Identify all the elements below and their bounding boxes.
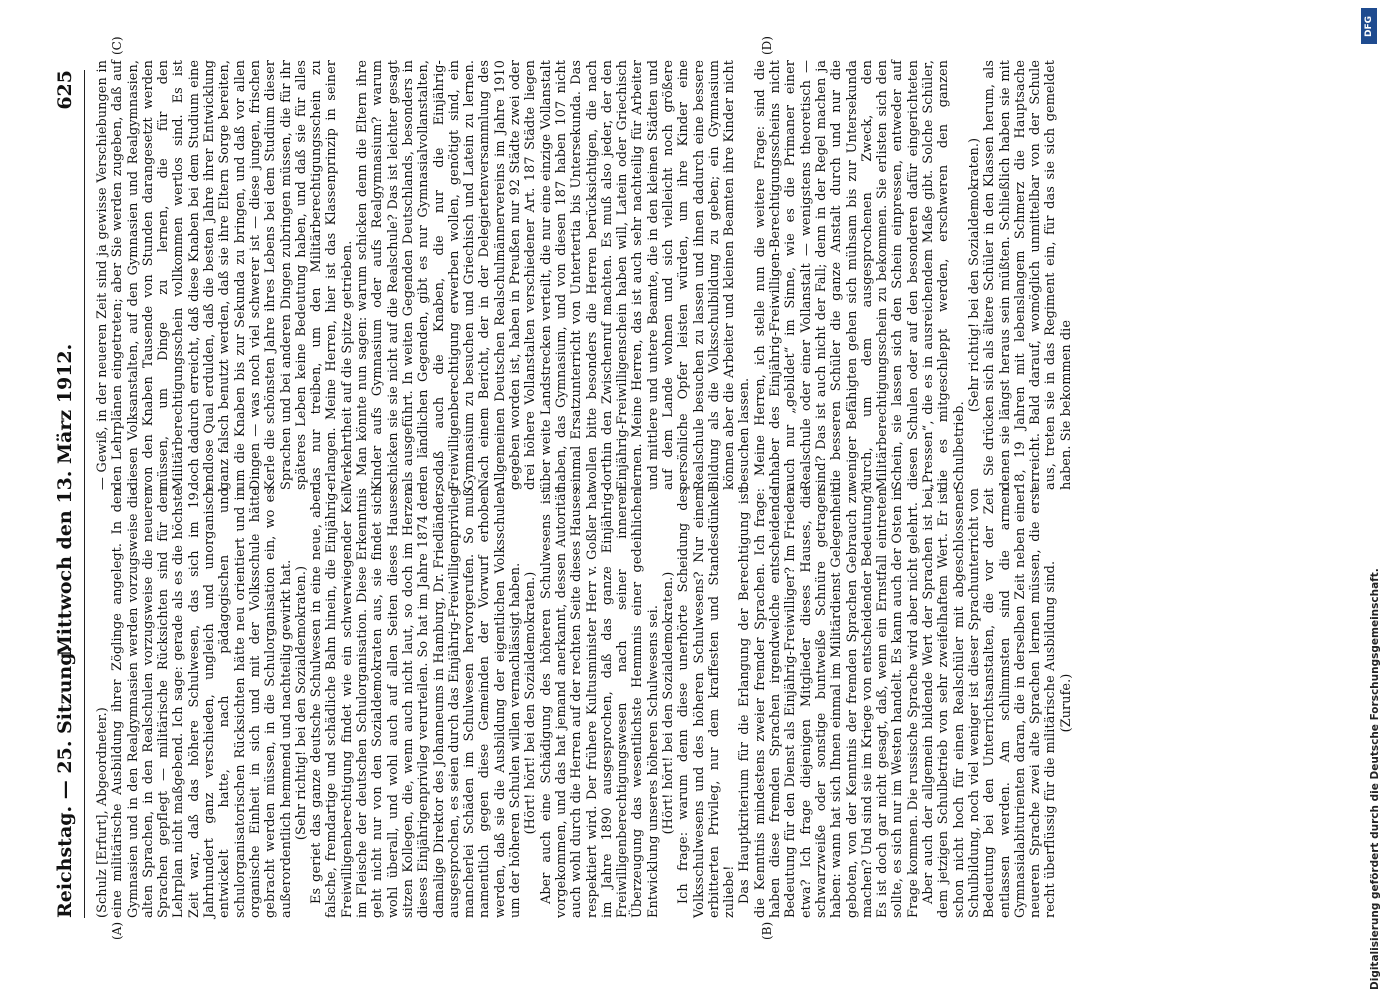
paragraph: Es geriet das ganze deutsche Schulwesen in eine neue, aber falsche, fremdartige und schädliche Bahn hinein, die Einjährig-Freiwilligenberechtigung findet wie ein schwerwiegender Keil im Fleische der deutschen Schulorganisation. Diese Erkenntnis geht nicht nur von den Sozialdemokraten aus, sie findet sich wohl überall, und wohl auch auf allen Seiten dieses Hauses sitzen Kollegen, die, wenn auch nicht laut, so doch im Herzen dieses Einjährigenprivileg verurteilen. So hat im Jahre 1874 der damalige Direktor des Johanneums in Hamburg, Dr. Friedländer, ausgesprochen, es seien durch das Einjährig-Freiwilligenprivileg mancherlei Schäden im Schulwesen hervorgerufen. So muß namentlich gegen diese Gemeinden der Vorwurf erhoben werden, daß sie die Ausbildung der eigentlichen Volksschulen um der höheren Schulen willen vernachlässigt haben. [309,488,524,918]
interjection: (Zurufe.) [1058,673,1074,733]
right-column [95,60,1074,490]
header-rule [84,70,85,918]
speaker-line: (Schulz [Erfurt], Abgeordneter.) [95,707,110,918]
interjection: (Sehr richtig! bei den Sozialdemokraten.) [966,137,982,413]
paragraph: Meine Herren, ich stelle nun die weitere Frage: sind die Inhaber des Einjährig-Freiwilligen-Berechtigungsscheins nicht auch nur „gebildet“ im Sinne, wie es die Primaner einer Realschule oder einer Vollanstalt — wenigstens theoretisch — sind? Das ist auch nicht der Fall; denn in der Regel machen ja die besseren Schüler die ganze Anstalt durch und nur die weniger Befähigten gehen sich mühsam bis zur Untersekunda durch, um dem ausgesprochenen Zweck, den Militärberechtigungsschein zu bekommen. Sie erlisten sich den Schein, sie lassen sich den Schein einpressen, entweder auf diesen Schulen oder auf den besonderen dafür eingerichteten „Pressen“, die es in ausreichendem Maße gibt. Solche Schüler, die es mitgeschleppt werden, erschweren den ganzen Schulbetrieb. [752,60,967,490]
paragraph: Sie drücken sich als ältere Schüler in den Klassen herum, als denen sie längst heraus sein müßten. Schließlich haben sie mit 18, 19 Jahren mit lebenslangem Schmerz die Hauptsache erreicht. Bald darauf, womöglich unmittelbar von der Schule aus, treten sie in das Regiment ein, für das sie sich gemeldet haben. Sie bekommen die [982,60,1074,490]
header-left: Reichstag. — 25. Sitzung. [54,645,76,918]
interjection: (Sehr richtig! bei den Sozialdemokraten.) [293,565,309,841]
paragraph: Man könnte nun sagen: warum schicken denn die Eltern ihre Kinder aufs Gymnasium oder aufs Realgymnasium? warum schicken sie sie nicht auf die Realschule? Das ist leichter gesagt als ausgeführt. In weiten Gegenden Deutschlands, besonders in den ländlichen Gegenden, gibt es nur Gymnasialvollanstalten, sodaß auch die Knaben, die nur die Einjährig-Freiwilligenberechtigung erwerben wollen, genötigt sind, ein Gymnasium zu besuchen und Griechisch und Latein zu lernen. Nach einem Bericht, der in der Delegiertenversammlung des Allgemeinen Deutschen Realschulmännervereins im Jahre 1910 gegeben worden ist, haben in Preußen nur 92 Städte zwei oder drei höhere Vollanstalten verschiedener Art. 187 Städte liegen über weite Landstrecken verteilt, die nur eine einzige Vollanstalt haben, das Gymnasium, und von diesen 187 haben 107 nicht einmal Ersatzunterricht von Untertertia bis Untersekunda. Das wollen bitte besonders die Herren berücksichtigen, die nach dorthin den Zwischenruf machten. Es muß also jeder, der den Einjährig-Freiwilligenschein haben will, Latein oder Griechisch lernen. Meine Herren, das ist auch sehr nachteilig für Arbeiter und mittlere und untere Beamte, die in den kleinen Städten und auf dem Lande wohnen und sich vielleicht noch größere persönliche Opfer leisten würden, um ihre Kinder eine Realschule besuchen zu lassen und ihnen dadurch eine bessere Bildung als die Volksschulbildung zu geben; ein Gymnasium können aber die Arbeiter und kleinen Beamten ihre Kinder nicht besuchen lassen. [355,60,753,490]
paragraph: eine militärische Ausbildung ihrer Zöglinge angelegt. In den Gymnasien und in den Realgymnasien werden vorzugsweise die alten Sprachen, in den Realschulen vorzugsweise die neueren Sprachen gepflegt — militärische Rücksichten sind für den Lehrplan nicht maßgebend. Ich sage: gerade als es die höchste Zeit war, daß das höhere Schulwesen, das sich im 19. Jahrhundert ganz verschieden, ungleich und unorganisch entwickelt hatte, nach pädagogischen und schulorganisatorischen Rücksichten hätte neu orientiert und in organische Einheit in sich und mit der Volksschule hätte gebracht werden müssen, in die Schulorganisation ein, wo es außerordentlich hemmend und nachteilig gewirkt hat. [110,488,294,918]
margin-marker-d: (D) [760,36,774,55]
footer-text: Digitalisierung gefördert durch die Deutsche Forschungsgemeinschaft. [1369,568,1381,990]
paragraph: Das Hauptkriterium für die Erlangung der Berechtigung ist die Kenntnis mindestens zweier fremder Sprachen. Ich frage: haben diese fremden Sprachen irgendwelche entscheidende Bedeutung für den Dienst als Einjährig-Freiwilliger? Im Frieden etwa? Ich frage diejenigen Mitglieder dieses Hauses, die schwarzweiße oder sonstige buntweiße Schnüre getragen haben: wann hat sich Ihnen einmal im Militärdienst Gelegenheit geboten, von der Kenntnis der fremden Sprachen Gebrauch zu machen? Und sind sie im Kriege von entscheidender Bedeutung? Es ist doch gar nicht gesagt, daß, wenn ein Ernstfall eintreten sollte, es sich nur im Westen handelt. Es kann auch der Osten in Frage kommen. Die russische Sprache wird aber nicht gelehrt. [737,488,921,918]
footer-credit [1369,10,1381,990]
paragraph: Aber auch eine Schädigung des höheren Schulwesens ist vorgekommen, und das hat jemand anerkannt, dessen Autorität auch wohl durch die Herren auf der rechten Seite dieses Hauses respektiert wird. Der frühere Kultusminister Herr v. Goßler hat im Jahre 1890 ausgesprochen, daß das ganze Einjährig-Freiwilligenberechtigungswesen nach seiner inneren Überzeugung das wesentlichste Hemmnis einer gedeihlichen Entwicklung unseres höheren Schulwesens sei. [538,488,661,918]
left-column [95,488,1074,918]
page-number: 625 [54,70,76,110]
footer-strip [1355,0,1383,1000]
interjection: (Hört! hört! bei den Sozialdemokraten.) [523,571,539,835]
interjection: (Hört! hört! bei den Sozialdemokraten.) [660,571,676,835]
margin-marker-b: (B) [760,921,774,940]
paragraph: Ich frage: warum denn diese unerhörte Scheidung des Volksschulwesens und des höheren Schulwesens? Nur einem erbitterten Privileg, nur dem kraffesten und Standesdünkel zuliebe! [676,488,738,918]
margin-marker-a: (A) [110,921,124,940]
paragraph: — Gewiß, in der neueren Zeit sind ja gewisse Verschiebungen in den Lehrplänen eingetreten; aber Sie werden zugeben, daß auf diesen Volksanstalten, auf den Gymnasien und Realgymnasien, von den Knaben Tausende von Stunden darangesetzt werden müssen, um Dinge zu lernen, die für den Militärberechtigungsschein vollkommen wertlos sind. Es ist doch dadurch erreicht, daß diese Knaben bei dem Studium eine endlose Qual erdulden, daß die besten Jahre ihrer Entwicklung ganz falsch benutzt werden, daß sie ihre Eltern Sorge bereiten, um die Knaben bis zur Sekunda zu bringen, und daß vor allen Dingen — was noch viel schwerer ist — diese jungen, frischen Kerle die schönsten Jahre ihres Lebens bei dem Studium dieser Sprachen und bei anderen Dingen zubringen müssen, die für ihr späteres Leben keine Bedeutung haben, und daß sie für alles das nur treiben, um den Militärberechtigungsschein zu erlangen. Meine Herren, hier ist das Klassenprinzip in seiner Verkehrtheit auf die Spitze getrieben. [95,60,355,490]
page-header [50,0,80,1000]
dfg-logo: DFG [1361,8,1377,44]
header-date: Mittwoch den 13. März 1912. [54,343,76,657]
margin-marker-c: (C) [110,36,124,55]
paragraph: Aber auch der allgemein bildende Wert der Sprachen ist bei dem jetzigen Schulbetrieb von sehr zweifelhaftem Wert. Er ist schon nicht hoch für einen Realschüler mit abgeschlossener Schulbildung, noch viel weniger ist dieser Sprachunterricht von Bedeutung bei den Unterrichtsanstalten, die vor der Zeit entlassen werden. Am schlimmsten sind die armen Gymnasialabiturienten daran, die in derselben Zeit neben einer neueren Sprache zwei alte Sprachen lernen müssen, die erst recht überflüssig für die militärische Ausbildung sind. [921,488,1059,918]
